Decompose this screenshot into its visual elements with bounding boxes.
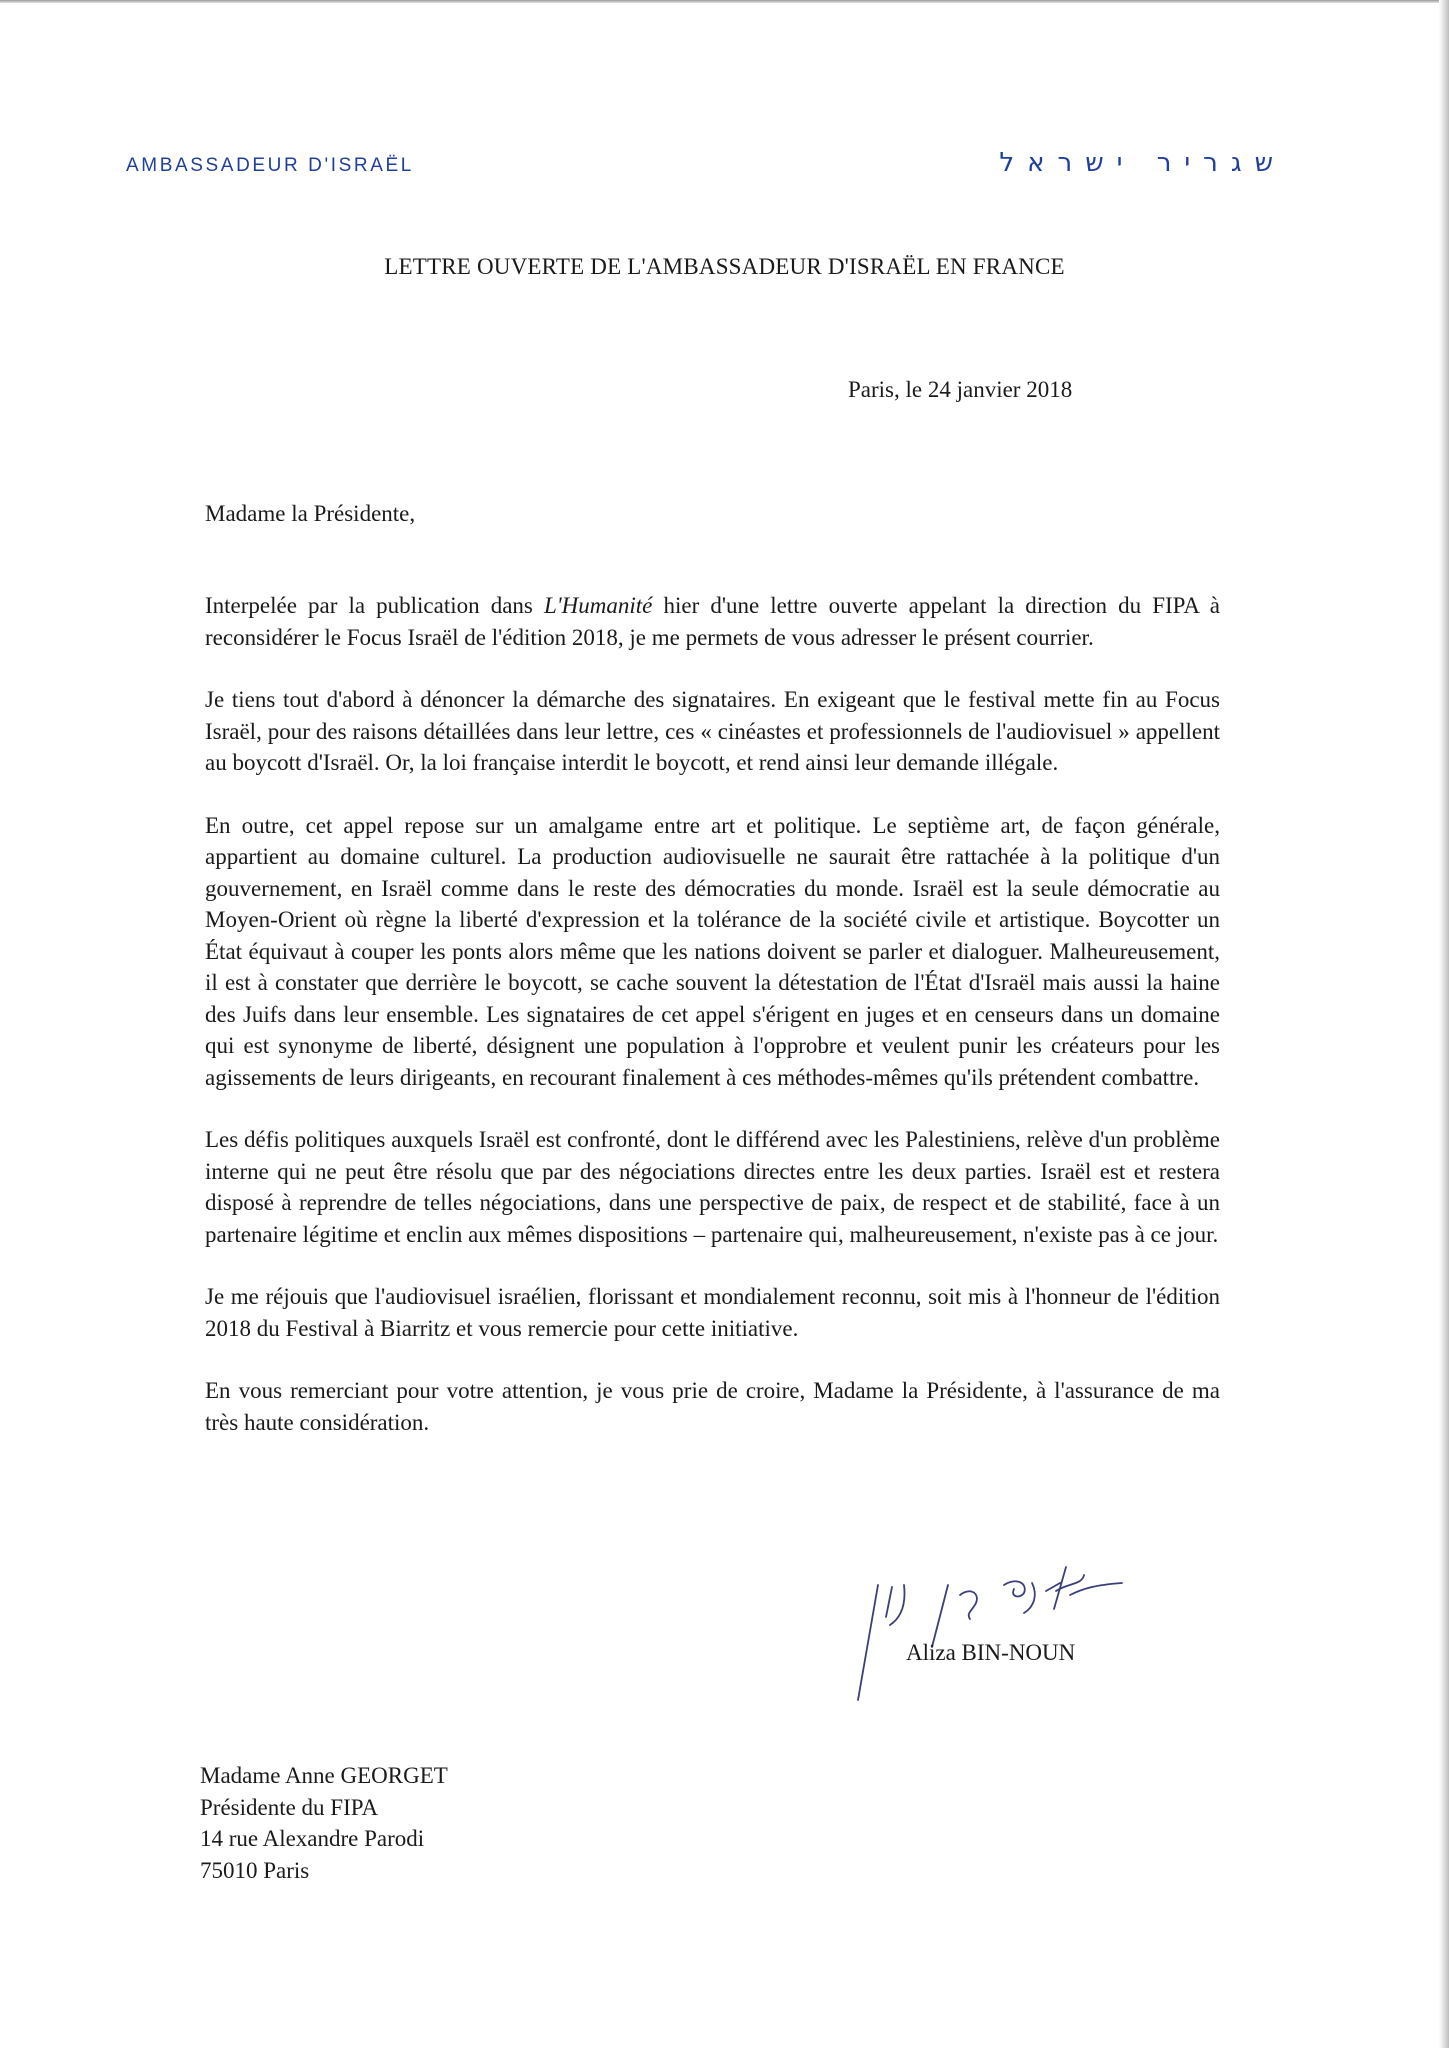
paragraph-3: En outre, cet appel repose sur un amalgame entre art et politique. Le septième art, de façon générale, appartient au domaine culturel. La production audiovisuelle ne saurait être rattachée à la politique d'un gouvernement, en Israël comme dans le reste des démocraties du monde. Israël est la seule démocratie au Moyen-Orient où règne la liberté d'expression et la tolérance de la société civile et artistique. Boycotter un État équivaut à couper les ponts alors même que les nations doivent se parler et dialoguer. Malheureusement, il est à constater que derrière le boycott, se cache souvent la détestation de l'État d'Israël mais aussi la haine des Juifs dans leur ensemble. Les signataires de cet appel s'érigent en juges et en censeurs dans un domaine qui est synonyme de liberté, désignent une population à l'opprobre et veulent punir les créateurs pour les agissements de leurs dirigeants, en recourant finalement à ces méthodes-mêmes qu'ils prétendent combattre. — [205, 812, 1220, 1090]
paragraph-1-after: hier d'une lettre ouverte appelant la direction du FIPA à reconsidérer le Focus Israël de l'édition 2018, je me permets de vous adresser le présent courrier. — [205, 593, 1220, 650]
letter-title: LETTRE OUVERTE DE L'AMBASSADEUR D'ISRAËL EN FRANCE — [384, 254, 1065, 279]
salutation: Madame la Présidente, — [205, 501, 416, 526]
address-line-street: 14 rue Alexandre Parodi — [200, 1826, 425, 1851]
recipient-address — [200, 1760, 448, 1886]
handwritten-signature-icon — [820, 1555, 1150, 1705]
paragraph-2: Je tiens tout d'abord à dénoncer la démarche des signataires. En exigeant que le festival mette fin au Focus Israël, pour des raisons détaillées dans leur lettre, ces « cinéastes et professionnels de l'audiovisuel » appellent au boycott d'Israël. Or, la loi française interdit le boycott, et rend ainsi leur demande illégale. — [205, 687, 1220, 775]
paragraph-4: Les défis politiques auxquels Israël est confronté, dont le différend avec les Palestiniens, relève d'un problème interne qui ne peut être résolu que par des négociations directes entre les deux parties. Israël est et restera disposé à reprendre de telles négociations, dans une perspective de paix, de respect et de stabilité, face à un partenaire légitime et enclin aux mêmes dispositions – partenaire qui, malheureusement, n'existe pas à ce jour. — [205, 1127, 1220, 1247]
signer-name: Aliza BIN-NOUN — [906, 1640, 1076, 1665]
paragraph-6: En vous remerciant pour votre attention, je vous prie de croire, Madame la Présidente, à l'assurance de ma très haute considération. — [205, 1378, 1220, 1435]
newspaper-name: L'Humanité — [543, 593, 653, 618]
letterhead-hebrew: שגריר ישראל — [999, 148, 1286, 178]
letterhead-french: AMBASSADEUR D'ISRAËL — [126, 155, 414, 176]
scan-right-edge — [1439, 0, 1449, 2048]
paragraph-1 — [205, 590, 1220, 653]
paragraph-1-before: Interpelée par la publication dans — [205, 593, 544, 618]
scan-top-edge — [0, 0, 1449, 3]
address-line-name: Madame Anne GEORGET — [200, 1763, 448, 1788]
paragraph-5: Je me réjouis que l'audiovisuel israélien, florissant et mondialement reconnu, soit mis à l'honneur de l'édition 2018 du Festival à Biarritz et vous remercie pour cette initiative. — [205, 1284, 1220, 1341]
letter-date: Paris, le 24 janvier 2018 — [848, 377, 1073, 402]
address-line-city: 75010 Paris — [200, 1857, 310, 1883]
address-line-title: Présidente du FIPA — [200, 1794, 379, 1820]
letter-body — [205, 590, 1220, 1469]
